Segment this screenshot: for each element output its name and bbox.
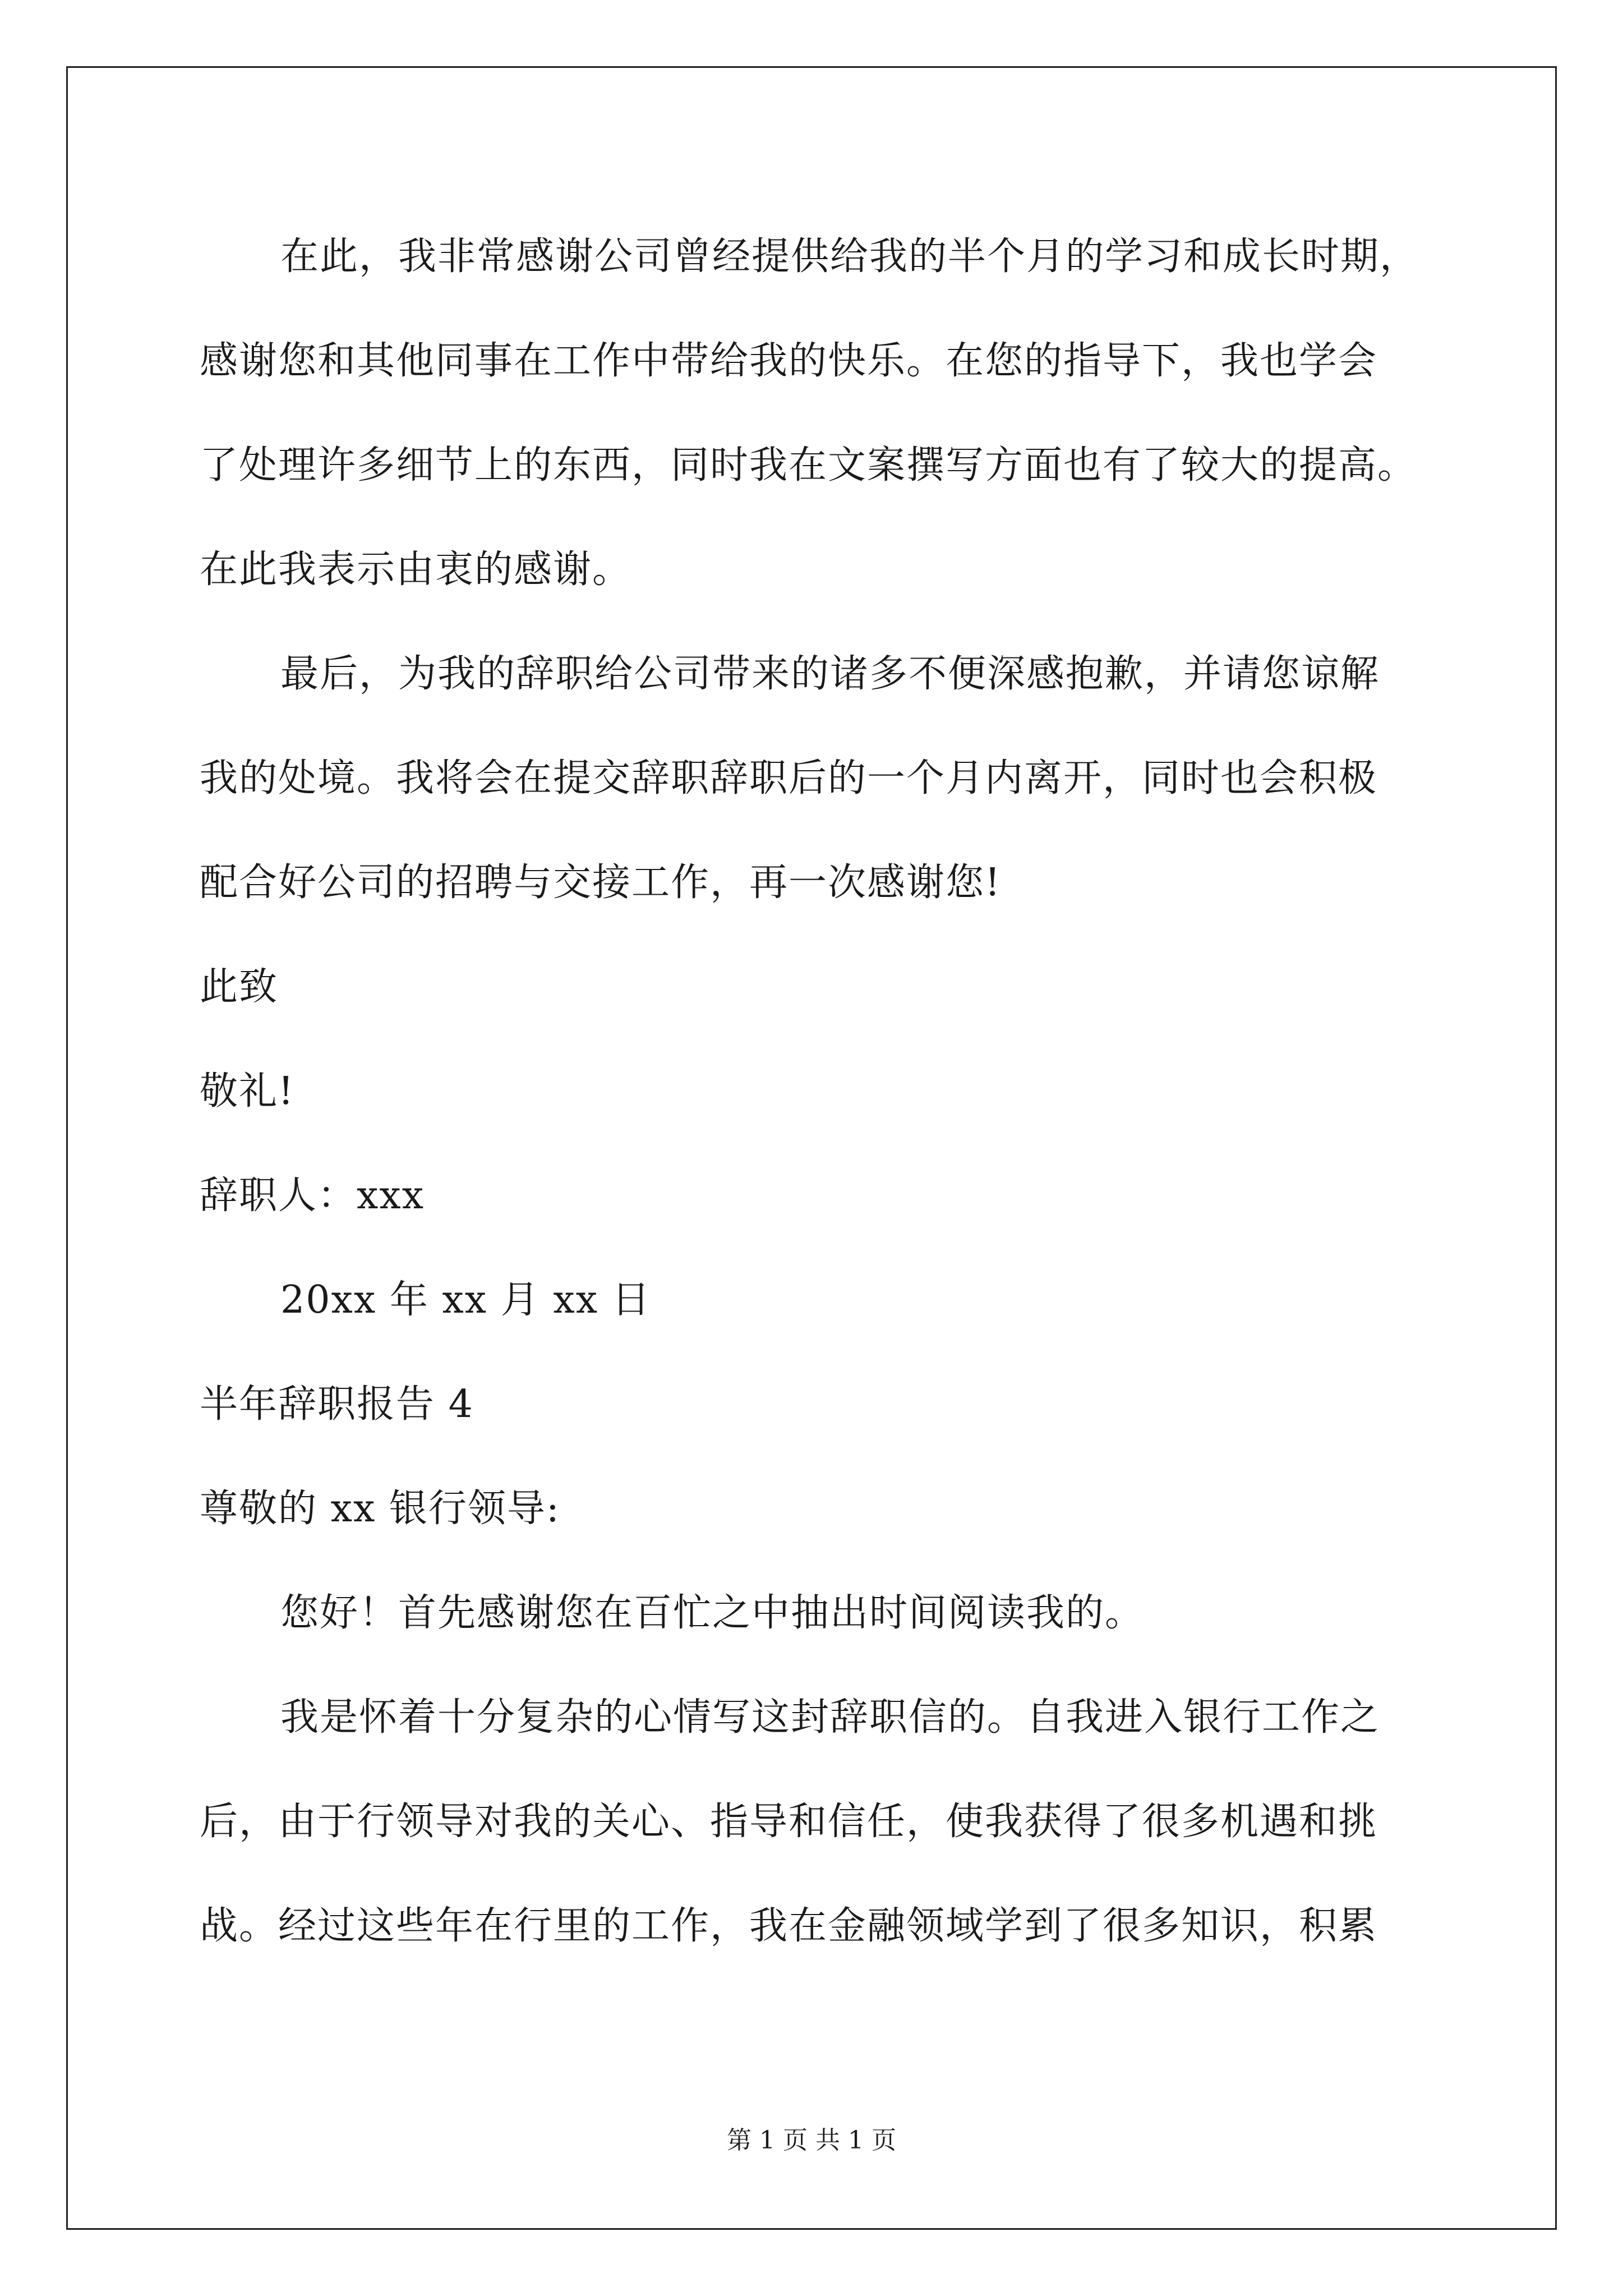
document-body xyxy=(200,205,1467,1978)
text-line: 战。经过这些年在行里的工作，我在金融领域学到了很多知识，积累 xyxy=(200,1904,1378,1948)
text-line: 最后，为我的辞职给公司带来的诸多不便深感抱歉，并请您谅解 xyxy=(280,652,1380,696)
text-line: 配合好公司的招聘与交接工作，再一次感谢您! xyxy=(200,861,1002,905)
signature-line: 辞职人：xxx xyxy=(200,1174,425,1218)
section-heading: 半年辞职报告 4 xyxy=(200,1382,474,1427)
closing-regards: 敬礼! xyxy=(200,1069,295,1114)
text-line: 了处理许多细节上的东西，同时我在文案撰写方面也有了较大的提高。 xyxy=(200,443,1417,487)
text-line: 在此我表示由衷的感谢。 xyxy=(200,547,632,592)
text-line: 在此，我非常感谢公司曾经提供给我的半个月的学习和成长时期， xyxy=(280,234,1419,279)
text-line: 您好！首先感谢您在百忙之中抽出时间阅读我的。 xyxy=(280,1591,1145,1635)
closing-salutation: 此致 xyxy=(200,965,279,1009)
text-line: 我是怀着十分复杂的心情写这封辞职信的。自我进入银行工作之 xyxy=(280,1695,1380,1740)
date-line: 20xx 年 xx 月 xx 日 xyxy=(280,1278,651,1322)
text-line: 感谢您和其他同事在工作中带给我的快乐。在您的指导下，我也学会 xyxy=(200,339,1378,383)
text-line: 后，由于行领导对我的关心、指导和信任，使我获得了很多机遇和挑 xyxy=(200,1800,1378,1844)
text-line: 我的处境。我将会在提交辞职辞职后的一个月内离开，同时也会积极 xyxy=(200,756,1378,800)
page-footer: 第 1 页 共 1 页 xyxy=(727,2126,896,2155)
recipient-line: 尊敬的 xx 银行领导: xyxy=(200,1487,560,1531)
